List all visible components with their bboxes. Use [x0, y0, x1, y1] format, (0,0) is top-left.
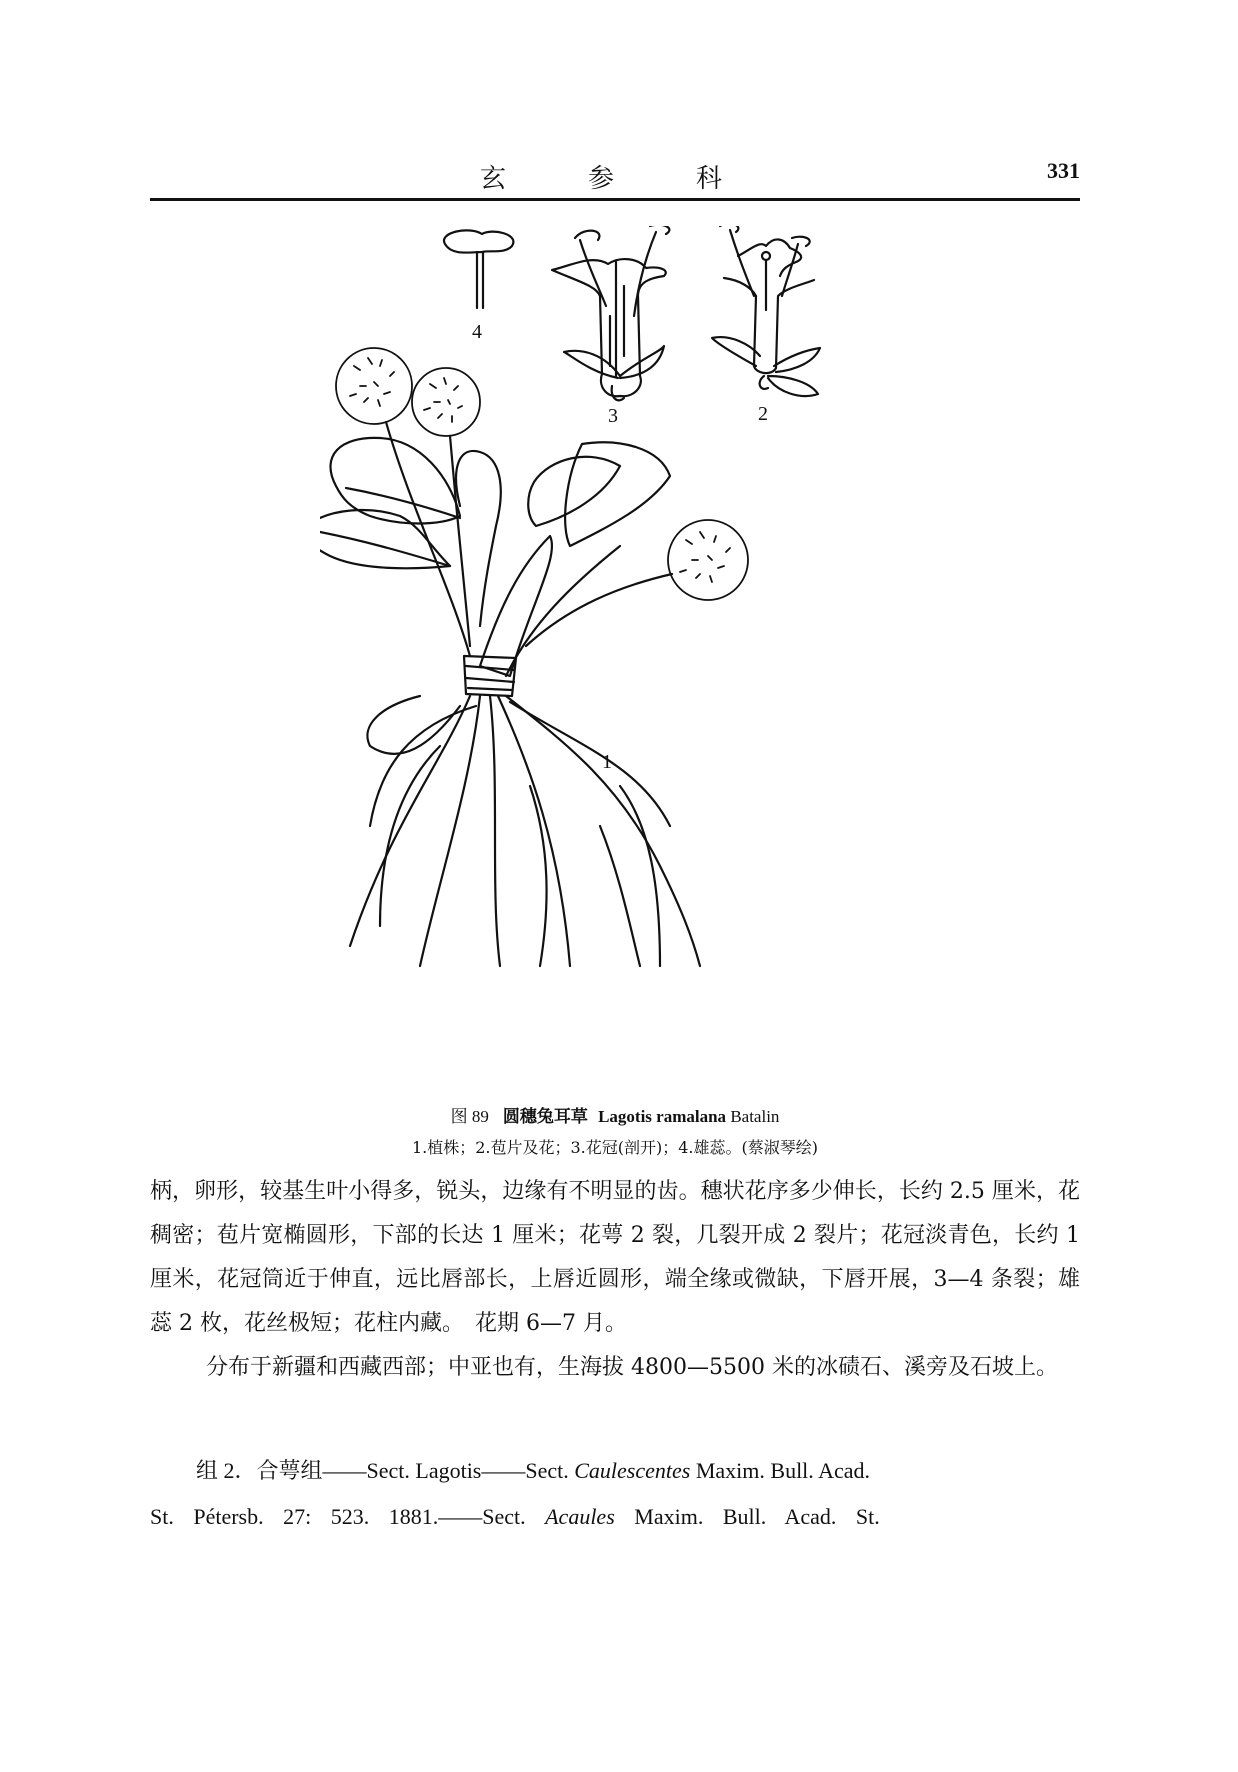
taxon-name: Caulescentes	[574, 1458, 691, 1483]
title-char: 玄	[480, 164, 509, 194]
plant-drawing	[320, 348, 748, 966]
section-line	[150, 1448, 1080, 1494]
header-rule	[150, 198, 1080, 201]
section-line	[150, 1494, 1080, 1540]
figure-caption	[150, 1102, 1080, 1158]
label-3: 3	[608, 405, 618, 427]
section-text: Maxim. Bull. Acad.	[690, 1458, 870, 1483]
running-title	[480, 158, 804, 195]
section-text: St. Pétersb. 27: 523. 1881.——Sect.	[150, 1504, 546, 1529]
section-text: Maxim. Bull. Acad. St.	[614, 1504, 880, 1529]
title-char: 科	[696, 164, 725, 194]
title-char: 参	[588, 164, 617, 194]
label-1: 1	[602, 751, 612, 773]
botanical-illustration	[320, 226, 940, 1096]
body-text	[150, 1170, 1080, 1390]
caption-title	[150, 1102, 1080, 1127]
chinese-name: 圆穗兔耳草	[502, 1107, 588, 1126]
figure-number: 图 89	[450, 1107, 489, 1126]
caption-legend: 1.植株；2.苞片及花；3.花冠(剖开)；4.雄蕊。(蔡淑琴绘)	[411, 1138, 819, 1157]
paragraph: 分布于新疆和西藏西部；中亚也有，生海拔 4800—5500 米的冰碛石、溪旁及石坡上。	[206, 1355, 1058, 1380]
running-header	[150, 158, 1080, 198]
paragraph: 柄，卵形，较基生叶小得多，锐头，边缘有不明显的齿。穗状花序多少伸长，长约 2.5 厘米，花稠密；苞片宽椭圆形，下部的长达 1 厘米；花萼 2 裂，几裂开成 2 裂片；花冠淡青色，长约 1 厘米，花冠筒近于伸直，远比唇部长，上唇近圆形，端全缘或微缺，下唇开展，3—4 条裂；雄蕊 2 枚，花丝极短；花柱内藏。 花期 6—7 月。	[150, 1179, 1080, 1336]
stamen-drawing	[444, 230, 513, 308]
author-name: Batalin	[730, 1107, 780, 1126]
section-text: 组 2．合萼组——Sect. Lagotis——Sect.	[196, 1458, 575, 1483]
taxon-name: Acaules	[545, 1504, 615, 1529]
latin-name: Lagotis ramalana	[598, 1107, 727, 1126]
label-4: 4	[472, 321, 482, 343]
bract-flower-drawing	[712, 226, 820, 396]
page-number: 331	[1047, 158, 1080, 183]
section-heading	[150, 1448, 1080, 1540]
corolla-opened-drawing	[552, 226, 669, 400]
label-2: 2	[758, 403, 768, 425]
